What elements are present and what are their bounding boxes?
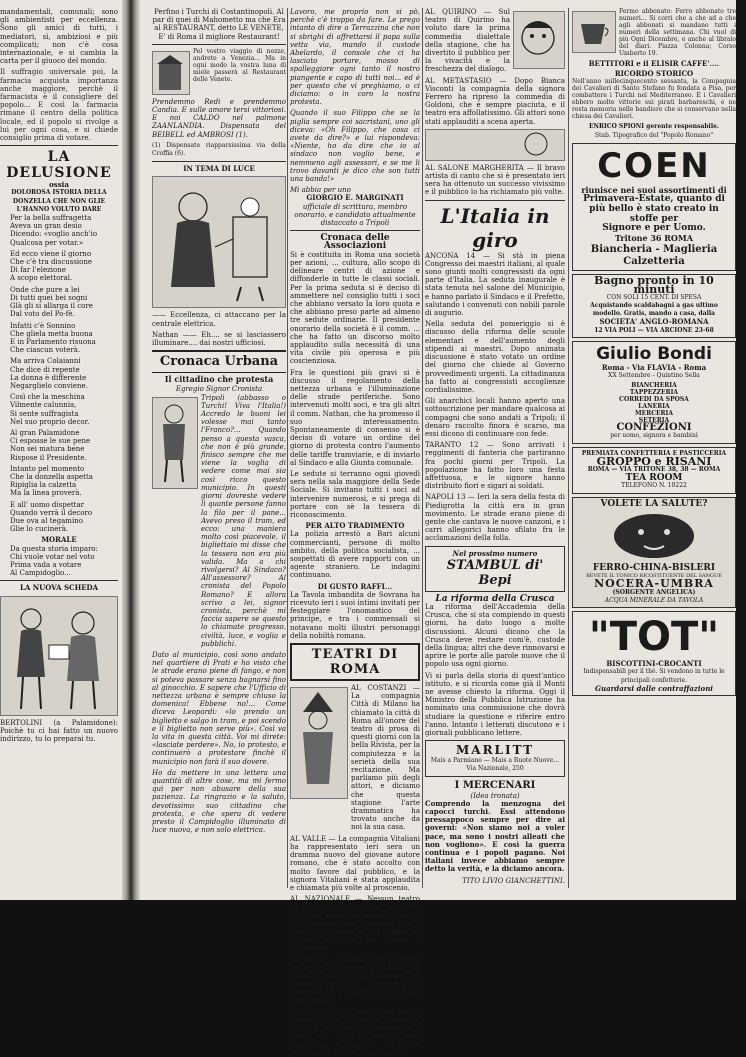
divider bbox=[152, 161, 286, 162]
notice-image bbox=[572, 11, 616, 53]
signoff: Mi abbia per uno bbox=[290, 186, 351, 195]
tot-ad bbox=[572, 611, 736, 696]
ricordo-title: RICORDO STORICO bbox=[614, 69, 694, 79]
bagno-ad bbox=[572, 274, 736, 337]
article-text: Ho da mettere in una lettera una quantità di altre cose, ma mi fermo qui per non abusare della sua pazienza. La ringrazio e la saluto, devotissimo suo cittadino che protesta, e che spera di vedere presto il Campidoglio illuminato di luce nuova, e non solo elettrica. bbox=[152, 768, 286, 835]
stambul-box bbox=[425, 546, 565, 592]
tema-title: IN TEMA DI LUCE bbox=[183, 164, 255, 174]
poem-line: Di tutti quei bei sogni bbox=[10, 293, 88, 302]
poem-line: Prima vada a votare bbox=[10, 560, 82, 569]
ferro-brand: FERRO-CHINA-BISLERI bbox=[592, 563, 716, 574]
cartoon-caption: —— Eccellenza, ci attaccano per la centrale elettrica. bbox=[152, 311, 286, 328]
italia-title: L'Italia in giro bbox=[440, 203, 550, 252]
poem-line: Glie lo cucinerà. bbox=[10, 525, 69, 534]
signature: TITO LIVIO GIANCHETTINI. bbox=[462, 876, 565, 885]
cartoon-illustration bbox=[152, 176, 286, 308]
poem-line: Per la bella suffragetta bbox=[10, 214, 92, 223]
article-text: AL QUIRINO — Sul teatro di Quirino ha voluto dare la prima commedia dialettale della stagione, che ha divertito il pubblico per la vivacità e la freschezza del dialogo. bbox=[425, 8, 510, 74]
poem-line: Nel suo proprio decor. bbox=[10, 417, 90, 426]
poem-line: Rispose il Presidente. bbox=[10, 453, 87, 462]
bondi-ad bbox=[572, 341, 736, 444]
bondi-goods bbox=[575, 382, 733, 424]
article-text: mandamentali, comunali; sono gli ambientisti per eccellenza. Sono gli amici di tutti, i mediatori, sì, ambiziosi e più complicati; non c'è cosa internazionale, e si cambia la carta per il giuoco del mondo. bbox=[0, 8, 118, 66]
article-text: Nell'anno millecinquecento sessanta, la Compagnia dei Cavalieri di Santo Stefano fu fondata a Pisa, per combattere i Turchi nel Mediterraneo. E i Cavalieri ebbero molte vittorie sui pirati barbareschi, e ne resta memoria nelle bandiere che si conservano nella chiesa dei Cavalieri. bbox=[572, 78, 736, 121]
notice-text: (1) Dispensate riapparsissima via della Croffia (6). bbox=[152, 141, 286, 158]
column-rule bbox=[568, 8, 569, 888]
poem-line: Ma la linea proverà. bbox=[10, 489, 82, 498]
notice-text: Pel vostro viaggio di nozze, andrete a Venezia... Ma in ogni modo la vostra luna di miele passerà al Restaurant delle Venete. bbox=[193, 47, 286, 83]
poem-line: Dicendo: «voglio anch'io bbox=[10, 230, 98, 239]
poem-line: Al gran Palamidone bbox=[10, 428, 80, 437]
article-text: Nella seduta del pomeriggio si è discusso della riforma delle scuole elementari e dell'aumento degli stipendi ai maestri. Dopo animata discussione è stato votato un ordine del giorno che chiede al Governo provvedimenti urgenti. La cittadinanza ha fatto ai congressisti accoglienze cordialissime. bbox=[425, 320, 565, 394]
article-text: AL SALONE MARGHERITA — Il bravo artista di canto che si è presentato ieri sera ha ottenuto un successo vivissimo e il pubblico lo ha richiamato più volte. bbox=[425, 163, 565, 197]
bondi-address: Roma - Via FLAVIA - Roma bbox=[601, 362, 707, 372]
poem-line: Ed ecco viene il giorno bbox=[10, 249, 92, 258]
bondi-good: SETERIA bbox=[638, 417, 670, 425]
cartoon-citizen-icon bbox=[153, 398, 195, 486]
page-edge bbox=[736, 0, 746, 900]
poem-line: Ripiglia la calzetta bbox=[10, 481, 77, 490]
cartoon-illustration bbox=[290, 687, 348, 799]
bondi-confezioni-sub: per uomo, signora e bambini bbox=[610, 432, 698, 440]
caption: BERTOLINI (a Palamidone): Poichè tu ci hai fatto un nuovo indirizzo, tu lo preparai tu. bbox=[0, 718, 118, 743]
marlitt-subtitle: Mais a Parmiano — Mais a Ruote Nuove... Via Nazionale, 250 bbox=[430, 757, 560, 773]
crusca-title: La riforma della Crusca bbox=[435, 593, 555, 604]
poem-line: Infatti c'è Sonnino bbox=[10, 321, 76, 330]
delusione-title: LA DELUSIONE bbox=[6, 149, 112, 182]
teatri-block bbox=[290, 684, 420, 835]
ad-text: Perfino i Turchi di Costantinopoli. Al par di quei di Mahometto ma che Era al RESTAURANT, detto LE VENETE, E' di Roma il migliore Restaurant! bbox=[152, 8, 286, 41]
scheda-title: LA NUOVA SCHEDA bbox=[19, 583, 99, 593]
cartoon-caption: Nathan —— Eh.... se si lasciassero illuminare.... dai nostri ufficiosi. bbox=[152, 330, 286, 348]
tot-footer: Guardarsi dalle contraffazioni bbox=[595, 683, 713, 693]
cittadino-title: Il cittadino che protesta bbox=[164, 374, 274, 385]
poem-line: Qualcosa per votar.» bbox=[10, 238, 84, 247]
column-5 bbox=[572, 8, 736, 892]
teatri-title: TEATRI DI ROMA bbox=[290, 643, 420, 681]
poem-line: Che c'è tra discussione bbox=[10, 258, 93, 267]
caricature-portrait bbox=[513, 11, 565, 69]
poem-line: Si sente suffragista bbox=[10, 409, 79, 418]
poem-line: Dal voto del Po-fè. bbox=[10, 310, 75, 319]
coen-ad bbox=[572, 143, 736, 272]
mercenari-subtitle: (Idea tronata) bbox=[470, 791, 520, 800]
delusione-subtitle: DOLOROSA ISTORIA DELLA DONZELLA CHE NON GLIE L'HANNO VOLUTO DARE bbox=[11, 189, 107, 213]
notice-text: Fermo abbonato: Ferro abbonato tre numeri... Si corri che a che ad a che agli abbonati si mandano tutti i numeri della settimana. Chi vuol di più Ogni Dicembre, e anche al libraio del diari. Piazza Colonna; Corso Umberto 19. bbox=[619, 8, 736, 57]
article-text: TARANTO 12 — Sono arrivati i reggimenti di fanteria che partiranno fra pochi giorni per Tripoli. La popolazione ha fatto loro una festa affettuosa, e le signore hanno distribuito fiori e sigari ai soldati. bbox=[425, 441, 565, 491]
notice-text: Prendemmo Redi e prendemmo Candia. E sulle amore tersi vittoriosi. E noi CALDO nel palmone ZAANLANDIA. Dispensata del BEIBELL ed AMBROSI (1). bbox=[152, 97, 286, 139]
cronaca-title: Cronaca Urbana bbox=[152, 350, 286, 373]
article-text: AL VALLE — Questa sera la prima volta della commedia Amleto di Viviani, ridotta dal dramma di Shakespeare. Si prevede un successo, e i biglietti sono quasi tutti venduti. bbox=[290, 955, 420, 1005]
article-text: Il suffragio universale poi, la farmacia acquista importanza anche maggiore, perchè il farmacista è il consigliere del popolo... E così la farmacia rimane il centro della politica locale, ed il popolo si rivolge a lui per ogni cosa, e si chiede consiglio prima di votare. bbox=[0, 68, 118, 143]
bondi-good: LANERIA bbox=[638, 403, 670, 411]
ferro-subtitle: BEVETE IL TONICO RICOSTITUENTE DEL SANGUE bbox=[586, 573, 722, 580]
article-text: Gli anarchici locali hanno aperto una sottoscrizione per mandare qualcosa ai compagni che sono andati a Tripoli; il denaro raccolto finora è scarso, ma essi dicono di continuare con fede. bbox=[425, 397, 565, 438]
poem-line: Due ova al tegamino bbox=[10, 516, 83, 525]
associazioni-title: Cronaca delle Associazioni bbox=[320, 233, 390, 252]
poem-line: Glà gli si allarga il core bbox=[10, 302, 93, 311]
poem-line: Quando verrà il decoro bbox=[10, 508, 93, 517]
nocera-subtitle: (SORGENTE ANGELICA) bbox=[612, 588, 696, 596]
top-notice-block bbox=[572, 8, 736, 60]
signature: GIORGIO E. MARGINATI bbox=[306, 193, 404, 203]
bondi-logo: Giulio Bondi bbox=[596, 343, 712, 364]
article-text: AL NAZIONALE — Nessun teatro c'è trovato nella metà del Nazionale che sono ancora fortemente esaltati dal comandatore Tarabusi nella parte del pazzo; e il pubblico vi accorre in folla per ridere e applaudire. bbox=[290, 895, 420, 953]
coen-goods: Biancheria - Maglieria Calzetteria bbox=[590, 244, 718, 268]
caricature-face-icon bbox=[514, 12, 562, 66]
ferro-slogan: VOLETE LA SALUTE? bbox=[600, 498, 708, 509]
poem-line: Non sei matura bene bbox=[10, 445, 85, 454]
article-text: ALL'APOLLO — Questa sera serata d'onore della signorina Gonzaga, che si è fatta tanto applaudire nella parte di Liù. Il teatro sarà addobbato a festa e la serata promette di essere brillantissima. bbox=[290, 1007, 420, 1057]
groppo-phone: TELEFONO N. 10222 bbox=[621, 482, 687, 490]
groppo-tearoom: TEA ROOM bbox=[625, 473, 683, 484]
responsabile: ENRICO SPIONI gerente responsabile. bbox=[588, 123, 720, 131]
bondi-address: XX Settembre - Quintino Sella bbox=[608, 372, 700, 380]
notice-box bbox=[152, 48, 286, 98]
divider bbox=[0, 145, 118, 146]
tot-logo: "TOT" bbox=[588, 614, 720, 661]
article-text: AL METASTASIO — Dopo Bianca Visconti la compagnia della signora Ferrero ha ripreso la commedia di Goldoni, che è sempre piaciuta, e il teatro era affollatissimo. Gli attori sono stati applauditi a scena aperta. bbox=[425, 76, 565, 126]
coen-text: riunisce nei suoi assortimenti di bbox=[581, 184, 727, 195]
groppo-ad bbox=[572, 447, 736, 494]
poem-line: Aveva un gran desio bbox=[10, 222, 82, 231]
poem-line: Al Campidoglio... bbox=[10, 569, 71, 578]
cartoon-nathan-icon bbox=[153, 177, 285, 307]
bagno-address: 12 VIA POLI — VIA ARCIONE 23-68 bbox=[594, 326, 714, 334]
poem-line: Di far l'elezione bbox=[10, 266, 66, 275]
cartoon-illustration bbox=[152, 397, 198, 489]
bagno-subtitle: CON SOLI 15 CENT. DI SPESA bbox=[606, 293, 702, 301]
article-text: Tripoli (abbasso o Turchi! Viva l'Italia!) Accredo le buoni lei volesse mai tanto l'Franco?... Quando penso a questa vasca, che non è più grande, finisco sempre che me viene la voglia di vedere come mai sia così ricco questo municipio. In questi giorni dovreste vedere lì quante persone fanno la fila per il pane... Avevo preso il tram, ed ecco: una maniera molto così piacevole, il bigliettaio mi disse che la tessera non era più valida. Ma a chi rivolgersi? Al Sindaco? All'assessore? Al cronista del Popolo Romano? E allora scrivo a lei, signor cronista, perchè mi faccia sapere se questo lo chiamate progresso, civiltà, luce, e voglia e pubblichi. bbox=[201, 393, 286, 648]
article-text: Vi si parla della storia di quest'antico istituto, e si ricorda come già il Monti ne avesse chiesto la riforma. Oggi il Ministro della Pubblica Istruzione ha nominato una commissione che dovrà studiare la questione e riferire entro l'anno. Intanto i letterati discutono e i giornali pubblicano lettere. bbox=[425, 671, 565, 738]
coen-text: Signore e per Uomo. bbox=[602, 223, 706, 234]
bettitori-line: BETTITORI e il ELISIR CAFFE'.... bbox=[588, 59, 720, 68]
article-text: Comprendo la menzogna dei capocci turchi. Essi attendono pressappoco sempre per dire ai governi: «Non siamo noi a voler pace, ma sono i nostri alleati che non vogliono». E così la guerra continua e i popoli pagano. Noi italiani invece abbiamo sempre detto la verità, e la diciamo ancora. bbox=[425, 798, 565, 874]
poem-line: Onde che pure a lei bbox=[10, 285, 80, 294]
bagno-text: Acquistando scaldabagni a gas ultimo modello. Gratis, mando a casa, dalla bbox=[590, 302, 718, 318]
poem-line: Che dice di repente bbox=[10, 365, 80, 374]
poem-line: Che la donzella aspetta bbox=[10, 472, 93, 481]
divider bbox=[290, 230, 420, 231]
article-text: La polizia arrestò a Bari alcuni commercianti, persone di molto ambito, della politica socialista, ... sospettati di avere rapporti con un agente straniero. Le indagini continuano. bbox=[290, 530, 420, 580]
article-text: Quando il suo Filippo che se la piglia sempre coi sacristani, uno gli diceva: «Oh Filippo, che cosa ci avete da dire?» e lui rispondeva: «Niente, ho da dire che io al sindaco non voglio bene, e nemmeno agli assessori, e se me li trovo davanti je dico che son tutti una banda!» bbox=[290, 109, 420, 184]
cartoon-illustration bbox=[0, 596, 118, 716]
tot-text: Indispensabili per il thè. Si vendono in tutte le principali confetterie. bbox=[583, 668, 725, 684]
bondi-good: TAPPEZZERIA bbox=[629, 389, 679, 397]
poem-line: Intanto pel momento bbox=[10, 464, 85, 473]
poem-line: Così che la meschina bbox=[10, 393, 85, 402]
cup-icon bbox=[573, 12, 613, 50]
bondi-good: CORREDI DA SPOSA bbox=[619, 396, 689, 404]
notice-image bbox=[152, 51, 190, 95]
article-text: Dato al municipio, così sono andato nel quartiere di Prati e ho visto che le strade erano piene di fango, e non si poteva passare senza bagnarsi fino al ginocchio. E sapere che l'Ufficio di nettezza urbana è sempre chiuso la domenica! Ebbene no!... Come diceva Leopardi: «lo prendo un biglietto e salgo in tram, e poi scendo e il biglietto non serve più». Così va la vita in questa città. Voi mi direte: «lasciate perdere». No, io protesto, e continuerò a protestare finchè il municipio non farà il suo dovere. bbox=[152, 650, 286, 766]
signature-subtitle: ufficiale di scrittura, membro onorario, e candidato attualmente distaccato a Tripoli bbox=[294, 202, 416, 228]
article-text: Lavoro, me proprio non si pò, perchè c'è troppo da fare. Le prego intanto di dire a Terrazzina che non si sbrighi di affrettarsi il papa sulla vetta via, mando il custode Abelardo, il console che ci ha lasciato portare, mosso di spalleggiare ogni tanto il nostro piangente e capo di tutti noi... ed è per questo che vi preghiamo, o ci diciamo: o in coro la nostra protesta. bbox=[290, 8, 420, 107]
section-title: PER ALTO TRADIMENTO bbox=[305, 521, 405, 531]
ferro-china-ad bbox=[572, 497, 736, 608]
author-line: Egregio Signor Cronista bbox=[175, 385, 263, 394]
poem-line: Negarglielo conviene. bbox=[10, 381, 88, 390]
poem bbox=[0, 214, 118, 533]
caricature-face-icon bbox=[426, 130, 564, 158]
poem-line: E in Parlamento risuona bbox=[10, 337, 96, 346]
column-2 bbox=[152, 8, 286, 892]
divider bbox=[0, 580, 118, 581]
marlitt-title: MARLITT bbox=[455, 743, 535, 758]
stambul-title: STAMBUL di' Bepi bbox=[446, 557, 544, 588]
article-text: La riforma dell'Accademia della Crusca, che si sta compiendo in questi giorni, ha dato luogo a molte discussioni. Alcuni dicono che la Crusca deve restare com'è, custode della lingua; altri che deve rinnovarsi e aprire le porte alle parole nuove che il popolo usa ogni giorno. bbox=[425, 602, 565, 669]
article-text: AL COSTANZI — La compagnia Città di Milano ha chiamato la città di Roma all'onore del teatro di prosa di questi giorni con la bella Rivista, per la compiutezza e la serietà della sua recitazione. Ma parliamo più degli attori, e diciamo che questa stagione l'arte drammatica ha trovato anche da noi la sua casa. bbox=[351, 684, 420, 832]
column-3 bbox=[290, 8, 420, 1057]
morale-title: MORALE bbox=[41, 535, 77, 545]
bondi-good: BIANCHERIA bbox=[631, 382, 677, 390]
lion-icon bbox=[579, 508, 729, 562]
nocera-subtitle: ACQUA MINERALE DA TAVOLA bbox=[604, 596, 704, 604]
column-rule bbox=[287, 8, 288, 888]
bagno-company: SOCIETA' ANGLO-ROMANA bbox=[599, 317, 709, 327]
article-text: Fra le questioni più gravi si è discusso il regolamento della nettezza urbana e l'illuminazione delle strade periferiche. Sono intervenuti molti soci, e tra gli altri il comm. Nathan, che ha promesso il suo interessamento. Spontaneamente di consenso si è deciso di votare un ordine del giorno di protesta contro l'aumento delle tariffe tramviarie, e di inviarlo al Sindaco e alla Giunta comunale. bbox=[290, 368, 420, 467]
poem-line: A scopo elettoral. bbox=[10, 274, 73, 283]
bondi-confezioni: CONFEZIONI bbox=[616, 422, 692, 434]
article-text: AL VALLE — La compagnia Vitaliani ha rappresentato ieri sera un dramma nuovo del giovane autore romano, che è stato accolto con molto favore dal pubblico, e la signora Vitaliani è stata applaudita e chiamata più volte al proscenio. bbox=[290, 834, 420, 892]
divider bbox=[152, 44, 286, 45]
column-1 bbox=[0, 8, 118, 892]
article-text: La Tavola imbandita de Sovrana ha ricevuto ieri i suoi intimi invitati per festeggiare l'onomastico del principe, e tra i commensali si notavano molti illustri personaggi della nobiltà romana. bbox=[290, 590, 420, 640]
tot-subtitle: BISCOTTINI-CROCANTI bbox=[606, 659, 702, 669]
poem-line: Da questa storia imparo: bbox=[10, 544, 98, 553]
poem-line: La donna è differente bbox=[10, 373, 87, 382]
caricature-portrait bbox=[425, 129, 565, 161]
coen-address: Tritone 36 ROMA bbox=[615, 233, 693, 244]
poem-line: Chi vuole votar nel voto bbox=[10, 552, 95, 561]
column-rule bbox=[422, 8, 423, 888]
cronaca-block bbox=[152, 394, 286, 651]
poem-line: Che gliela metta buona bbox=[10, 329, 93, 338]
divider bbox=[425, 200, 565, 201]
bagno-title: Bagno pronto in 10 minuti bbox=[594, 274, 714, 296]
quirino-block bbox=[425, 8, 565, 77]
poem-line: Ma arriva Colaianni bbox=[10, 357, 81, 366]
groppo-address: ROMA — VIA TRITONE 38, 38 — ROMA bbox=[587, 466, 721, 474]
morale-poem bbox=[0, 545, 118, 578]
page-gutter bbox=[122, 0, 140, 900]
cartoon-figures-icon bbox=[1, 597, 117, 715]
building-icon bbox=[153, 52, 187, 92]
column-4 bbox=[425, 8, 565, 892]
tipografia: Stab. Tipografico del "Popolo Romano" bbox=[594, 131, 714, 139]
coen-text: Primavera-Estate, quanto di più bello è stato creato in stoffe per bbox=[583, 194, 725, 225]
poem-line: Che ciascun voterà. bbox=[10, 346, 81, 355]
article-text: ANCONA 14 — Si stà in piena Congresso dei maestri italiani, al quale sono giunti molti congressisti da ogni parte d'Italia. La seduta inaugurale è stata tenuta nel salone del Municipio, e hanno parlato il Sindaco e il Prefetto, salutando i convenuti con nobili parole di augurio. bbox=[425, 251, 565, 318]
poem-line: E all' uomo dispettar bbox=[10, 500, 85, 509]
marlitt-ad bbox=[425, 740, 565, 776]
groppo-subtitle: PREMIATA CONFETTERIA E PASTICCERIA bbox=[581, 449, 727, 457]
stambul-label: Nel prossimo numero bbox=[452, 548, 538, 558]
article-text: Si è costituita in Roma una società per azioni, ... cultura, allo scopo di delineare centri di azione e diffonderle in tutte le classi sociali. Per la prima seduta si è deciso di ammettere nel consiglio tutti i soci che abbiano versato la loro quota e che abbiano preso parte ad almeno tre sedute ordinarie. Il presidente onorario della società è il comm. ... che ha fatto un discorso molto applaudito sulla necessità di una vita civile più operosa e più coscienziosa. bbox=[290, 250, 420, 366]
mercenari-title: I MERCENARI bbox=[454, 779, 536, 791]
article-text: NAPOLI 13 — Ieri la sera della festa di Piedigrotta la città era in gran movimento. Le strade erano piene di gente che cantava le nuove canzoni, e i carri allegorici hanno sfilato fra le acclamazioni della folla. bbox=[425, 493, 565, 543]
cartoon-jester-icon bbox=[291, 688, 345, 796]
poem-line: Ci esposse le sue pene bbox=[10, 437, 91, 446]
poem-line: Vilmente calunnia, bbox=[10, 401, 77, 410]
delusione-subtitle: ossia bbox=[49, 180, 69, 190]
nocera-logo: NOCERA-UMBRA bbox=[594, 577, 714, 591]
bondi-good: MERCERIA bbox=[635, 410, 673, 418]
groppo-logo: GROPPO e RISANI bbox=[596, 454, 712, 468]
coen-logo: COEN bbox=[597, 145, 711, 186]
section-title: DI GUSTO RAFFI... bbox=[317, 581, 393, 591]
article-text: Le sedute si terranno ogni giovedì sera nella sala maggiore della Sede Sociale. Si invitano tutti i soci ad intervenire numerosi, e si prega di portare con sè la tessera di riconoscimento. bbox=[290, 469, 420, 519]
